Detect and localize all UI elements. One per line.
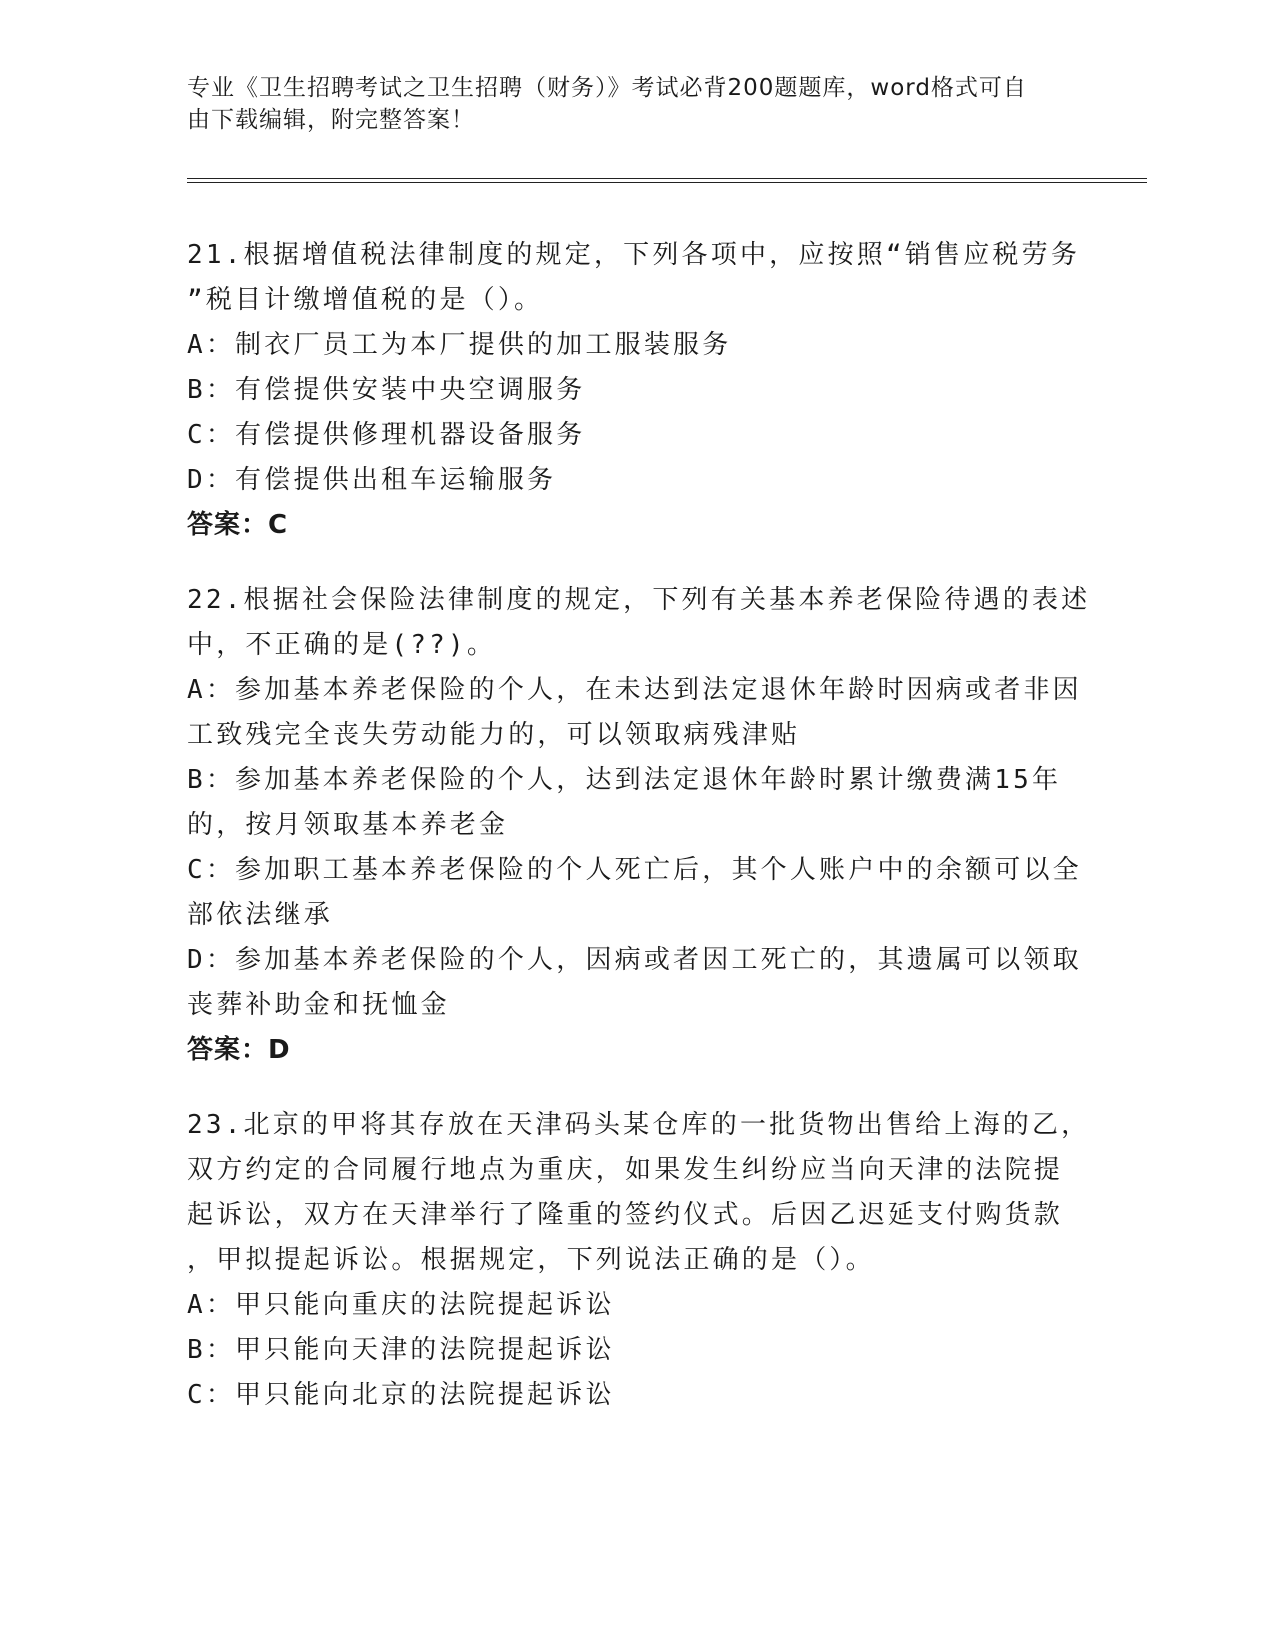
- option-c-continued: 部依法继承: [187, 900, 334, 930]
- header-divider-top: [187, 178, 1147, 179]
- option-b: B：甲只能向天津的法院提起诉讼: [187, 1335, 615, 1365]
- option-b: B：参加基本养老保险的个人，达到法定退休年龄时累计缴费满15年: [187, 765, 1062, 795]
- option-d: D：有偿提供出租车运输服务: [187, 465, 557, 495]
- header-line-1: 专业《卫生招聘考试之卫生招聘（财务）》考试必背200题题库，word格式可自: [187, 75, 1027, 101]
- question-stem: 双方约定的合同履行地点为重庆，如果发生纠纷应当向天津的法院提: [187, 1155, 1064, 1185]
- question-stem: ”税目计缴增值税的是（）。: [187, 285, 544, 315]
- question-list: [187, 233, 1091, 1448]
- option-c: C：有偿提供修理机器设备服务: [187, 420, 586, 450]
- option-b-continued: 的，按月领取基本养老金: [187, 810, 509, 840]
- option-d-continued: 丧葬补助金和抚恤金: [187, 990, 450, 1020]
- option-c: C：甲只能向北京的法院提起诉讼: [187, 1380, 615, 1410]
- question-21: [187, 233, 1087, 548]
- option-d: D：参加基本养老保险的个人，因病或者因工死亡的，其遗属可以领取: [187, 945, 1082, 975]
- option-a: A：制衣厂员工为本厂提供的加工服装服务: [187, 330, 732, 360]
- document-header: [187, 72, 1067, 136]
- question-stem: 23.北京的甲将其存放在天津码头某仓库的一批货物出售给上海的乙，: [187, 1110, 1091, 1140]
- answer-label: 答案：D: [187, 1035, 291, 1065]
- question-23: [187, 1103, 1091, 1418]
- question-stem: 21.根据增值税法律制度的规定，下列各项中，应按照“销售应税劳务: [187, 240, 1081, 270]
- question-stem: 起诉讼，双方在天津举行了隆重的签约仪式。后因乙迟延支付购货款: [187, 1200, 1064, 1230]
- option-b: B：有偿提供安装中央空调服务: [187, 375, 586, 405]
- option-a-continued: 工致残完全丧失劳动能力的，可以领取病残津贴: [187, 720, 801, 750]
- question-stem: 22.根据社会保险法律制度的规定，下列有关基本养老保险待遇的表述: [187, 585, 1091, 615]
- header-divider-bottom: [187, 182, 1147, 183]
- answer-label: 答案：C: [187, 510, 289, 540]
- option-a: A：甲只能向重庆的法院提起诉讼: [187, 1290, 615, 1320]
- question-stem: ，甲拟提起诉讼。根据规定，下列说法正确的是（）。: [187, 1245, 875, 1275]
- option-c: C：参加职工基本养老保险的个人死亡后，其个人账户中的余额可以全: [187, 855, 1082, 885]
- option-a: A：参加基本养老保险的个人，在未达到法定退休年龄时因病或者非因: [187, 675, 1082, 705]
- header-line-2: 由下载编辑，附完整答案！: [187, 107, 475, 133]
- question-22: [187, 578, 1091, 1073]
- question-stem: 中，不正确的是(??)。: [187, 630, 497, 660]
